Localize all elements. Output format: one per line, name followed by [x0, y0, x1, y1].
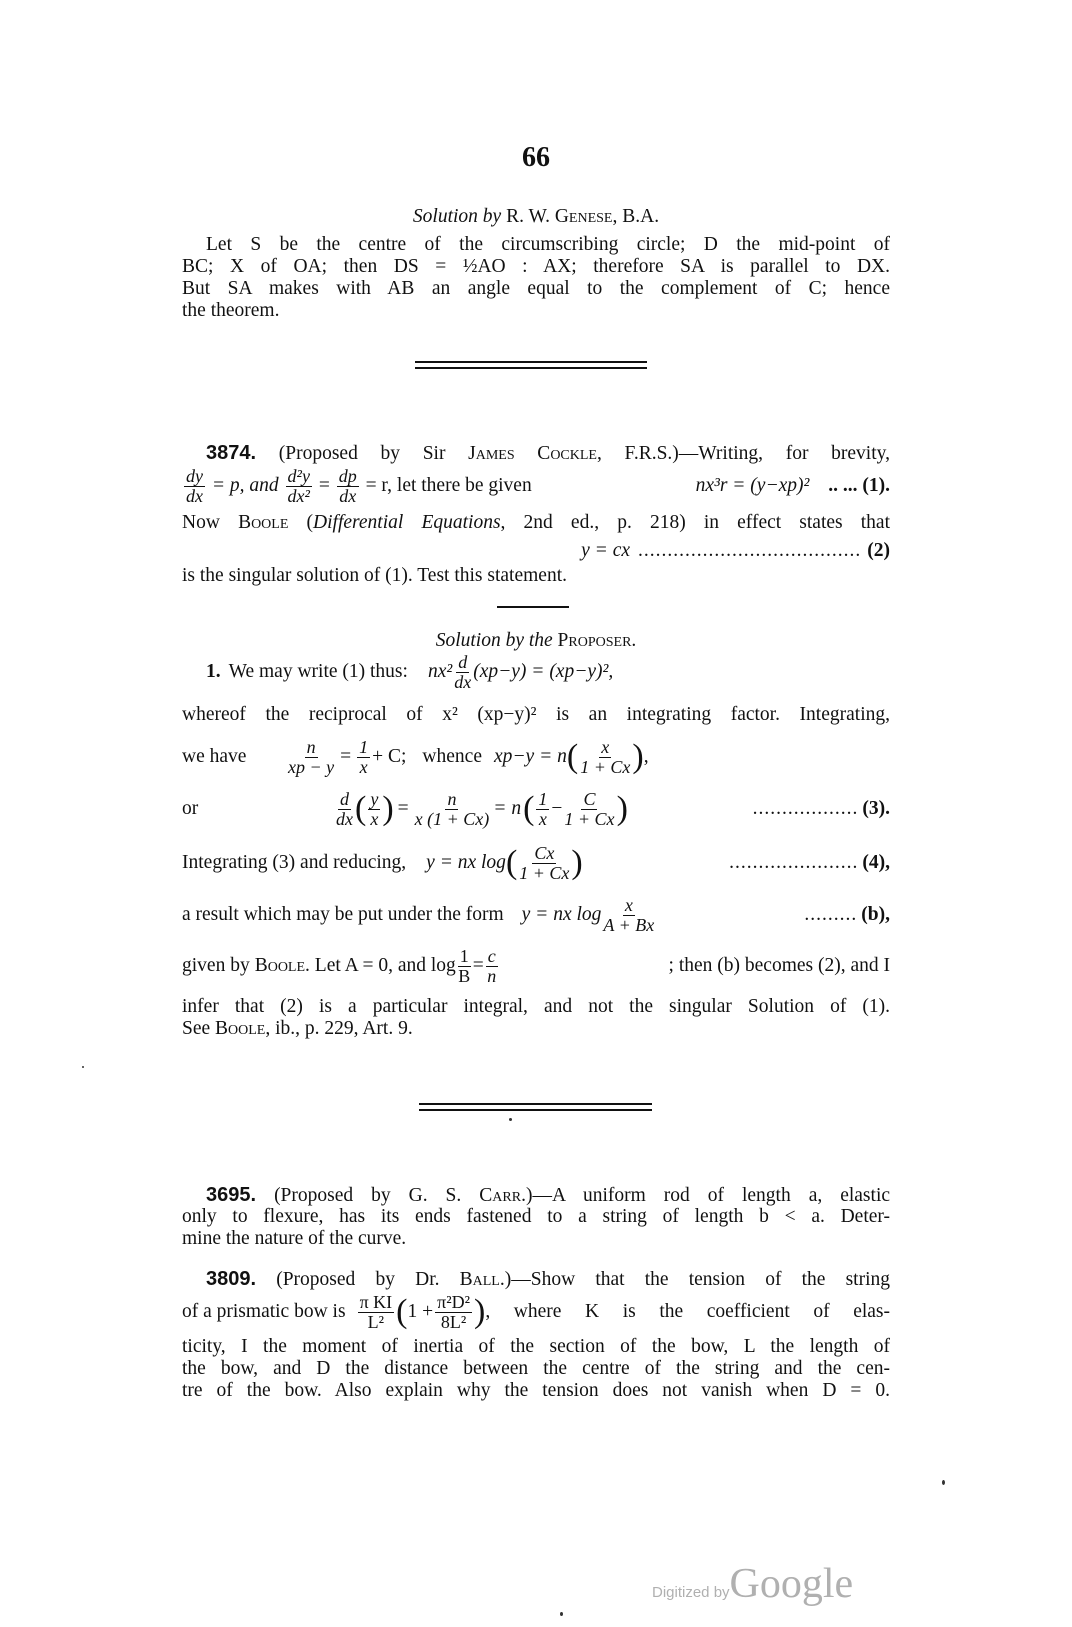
q3874-eq-line	[182, 466, 890, 506]
q3874-number: 3874.	[206, 442, 257, 464]
q3809-number: 3809.	[206, 1268, 257, 1290]
fraction-denominator: dx	[339, 485, 357, 506]
google-logo: Google	[729, 1561, 854, 1607]
genese-line-4: the theorem.	[182, 300, 280, 321]
short-rule	[497, 606, 569, 608]
frac-1-b	[458, 947, 471, 986]
eq2-dots: ......................................	[638, 540, 862, 561]
double-rule-top	[415, 361, 647, 363]
frac-dp-dx	[337, 467, 359, 506]
fraction-denominator: x	[370, 808, 379, 829]
step1-number: 1.	[206, 661, 221, 682]
frac-n-xpy	[288, 738, 334, 777]
step1-eq-pre: nx²	[427, 661, 453, 682]
paren-open: (	[523, 790, 535, 827]
frac-x-abx	[603, 896, 654, 935]
paren-open: (	[566, 738, 579, 775]
infer-line: infer that (2) is a particular integral, and not the singular Solution of (1).	[182, 996, 890, 1017]
given-pre: given by	[182, 955, 250, 976]
int-eq: y = nx log	[426, 852, 506, 873]
fraction-numerator: π KI	[359, 1291, 393, 1312]
genese-heading	[182, 206, 890, 228]
double-rule-bottom	[415, 367, 647, 369]
fraction-denominator: L²	[367, 1311, 385, 1332]
eq2-tag: (2)	[867, 540, 890, 561]
given-name: Boole	[254, 955, 306, 976]
given-line	[182, 944, 890, 988]
q3809-intro: (Proposed by Dr.	[276, 1269, 440, 1290]
eq3-text: = r, let there be given	[365, 474, 532, 496]
q3695-number: 3695.	[206, 1184, 257, 1206]
q3695-intro: (Proposed by G. S.	[274, 1185, 462, 1206]
eq-tag-1: .. ... (1).	[828, 475, 890, 496]
or-tag: (3).	[862, 798, 890, 819]
eq2-line	[182, 540, 890, 562]
q3809-line1-rest: .)—Show that the tension of the string	[499, 1269, 890, 1290]
fraction-denominator: 1 + Cx	[580, 756, 631, 777]
q3874-boole-line	[182, 512, 890, 534]
frac-d-dx	[454, 653, 471, 692]
frac-c-n	[486, 947, 498, 986]
wh-lhs: xp−y = n	[493, 746, 567, 767]
fraction-denominator: n	[487, 965, 497, 986]
paren-open: (	[505, 844, 518, 881]
ink-speck	[560, 1612, 563, 1616]
fraction-numerator: C	[583, 788, 596, 809]
see-pre: See	[182, 1018, 211, 1039]
int-dots: ......................	[729, 852, 859, 873]
given-mid: . Let A = 0, and log	[305, 955, 456, 976]
q3695-proposer: Carr	[479, 1185, 522, 1206]
given-equation: nx³r = (y−xp)²	[695, 475, 810, 496]
frac-d-dx-2	[336, 790, 353, 829]
eq2-text: =	[318, 474, 330, 496]
wh-eq: =	[340, 746, 352, 767]
or-eq2: = n	[493, 798, 522, 819]
paren-close: )	[382, 790, 394, 827]
q3874-intro-rest: , F.R.S.)—Writing, for brevity,	[596, 443, 890, 464]
genese-line-1: Let S be the centre of the circumscribing circle; D the mid-point of	[206, 234, 890, 255]
result-dots: .........	[804, 904, 858, 925]
fraction-numerator: Cx	[534, 842, 555, 863]
we-have-label: we have	[182, 746, 247, 767]
paren-open: (	[396, 1293, 408, 1330]
fraction-numerator: d	[340, 788, 349, 809]
q3809-line-5: tre of the bow. Also explain why the tension does not vanish when D = 0.	[182, 1380, 890, 1401]
wh-c: + C;	[372, 746, 407, 767]
eq2-text-yc: y = cx	[581, 540, 630, 561]
fraction-denominator: x	[538, 808, 547, 829]
paren-close: )	[474, 1293, 486, 1330]
fraction-numerator: c	[487, 945, 496, 966]
frac-pki-l2	[358, 1293, 395, 1332]
q3695-line-2: only to flexure, has its ends fastened to a string of length b < a. Deter-	[182, 1206, 890, 1227]
google-watermark	[652, 1560, 853, 1608]
eq1-text: = p, and	[211, 474, 279, 496]
q3809-inner-pre: 1 +	[407, 1301, 434, 1322]
given-rest: ; then (b) becomes (2), and I	[668, 955, 890, 976]
ink-speck	[942, 1480, 945, 1485]
genese-heading-name: R. W. Genese, B.A.	[506, 206, 660, 227]
q3809-line-3: ticity, I the moment of inertia of the section of the bow, L the length of	[182, 1336, 890, 1357]
result-eq: y = nx log	[521, 904, 602, 925]
genese-line-2: BC; X of OA; then DS = ½AO : AX; therefore SA is parallel to DX.	[182, 256, 890, 277]
result-line	[182, 892, 890, 938]
double-rule-2-top	[419, 1103, 652, 1105]
paren-close: )	[571, 844, 583, 881]
see-name: Boole	[215, 1018, 266, 1039]
integrating-line	[182, 840, 890, 886]
or-minus: −	[551, 798, 563, 819]
step1-text: We may write (1) thus:	[228, 661, 408, 682]
fraction-numerator: x	[601, 736, 610, 757]
fraction-numerator: 1	[359, 736, 369, 757]
fraction-numerator: n	[306, 736, 316, 757]
q3809-line2-pre: of a prismatic bow is	[182, 1301, 346, 1322]
fraction-numerator: x	[624, 894, 633, 915]
q3874-proposer: James Cockle	[468, 443, 597, 464]
boole-book: Differential Equations	[313, 512, 501, 533]
fraction-denominator: dx	[336, 808, 353, 829]
fraction-denominator: dx	[454, 671, 472, 692]
genese-heading-prefix: Solution by	[412, 206, 502, 227]
frac-y-x	[368, 790, 380, 829]
frac-dy-dx	[184, 467, 205, 506]
boole-name: Boole	[238, 512, 289, 533]
fraction-denominator: B	[458, 965, 471, 986]
paren-close: )	[632, 738, 644, 775]
fraction-denominator: 1 + Cx	[519, 862, 570, 883]
or-dots: ..................	[752, 798, 859, 819]
fraction-denominator: 1 + Cx	[564, 808, 615, 829]
or-label: or	[182, 798, 199, 819]
fraction-denominator: 8L²	[440, 1311, 467, 1332]
fraction-denominator: x (1 + Cx)	[414, 808, 490, 829]
ink-speck	[82, 1066, 84, 1068]
proposer-heading-name: Proposer.	[557, 630, 637, 651]
fraction-numerator: 1	[538, 788, 548, 809]
proposer-heading	[182, 630, 890, 652]
watermark-prefix: Digitized by	[652, 1584, 730, 1601]
fraction-denominator: x	[359, 756, 368, 777]
fraction-denominator: dx²	[287, 485, 310, 506]
frac-p2d2-8l2	[435, 1293, 472, 1332]
paren-close: )	[616, 790, 628, 827]
fraction-numerator: dy	[186, 465, 203, 486]
given-eq: =	[472, 955, 484, 976]
fraction-numerator: d	[458, 651, 468, 672]
q3809-proposer: Ball	[459, 1269, 500, 1290]
we-have-line	[182, 734, 890, 780]
fraction-numerator: n	[447, 788, 457, 809]
result-tag: (b),	[861, 904, 890, 925]
q3809-line-4: the bow, and D the distance between the centre of the string and the cen-	[182, 1358, 890, 1379]
frac-n-x1cx	[415, 790, 490, 829]
double-rule-2-bottom	[419, 1109, 652, 1111]
q3809-line-1	[182, 1268, 890, 1291]
wh-end: ,	[643, 746, 649, 767]
frac-c-1cx	[564, 790, 614, 829]
frac-1-x-2	[536, 790, 549, 829]
q3874-line-1	[182, 442, 890, 465]
fraction-numerator: 1	[459, 945, 469, 966]
int-tag: (4),	[862, 852, 890, 873]
fraction-denominator: xp − y	[288, 756, 335, 777]
q3695-line-1	[182, 1184, 890, 1207]
int-text: Integrating (3) and reducing,	[182, 852, 407, 873]
whereof-line: whereof the reciprocal of x² (xp−y)² is an integrating factor. Integrating,	[182, 704, 890, 725]
boole-rest: , 2nd ed., p. 218) in effect states that	[500, 512, 890, 533]
step1-line	[182, 652, 890, 692]
paren-open: (	[355, 790, 367, 827]
q3695-line-3: mine the nature of the curve.	[182, 1228, 407, 1249]
q3874-intro: (Proposed by Sir	[278, 443, 446, 464]
q3809-line-2	[182, 1290, 890, 1334]
fraction-denominator: A + Bx	[603, 914, 655, 935]
fraction-numerator: d²y	[287, 465, 310, 486]
boole-open: (	[306, 512, 314, 533]
frac-d2y-dx2	[286, 467, 312, 506]
q3695-line1-rest: .)—A uniform rod of length a, elastic	[521, 1185, 891, 1206]
fraction-numerator: π²D²	[437, 1291, 470, 1312]
fraction-numerator: y	[370, 788, 379, 809]
fraction-denominator: dx	[186, 485, 203, 506]
frac-cx-1cx	[519, 844, 569, 883]
proposer-heading-prefix: Solution by the	[435, 630, 553, 651]
genese-line-3: But SA makes with AB an angle equal to the complement of C; hence	[182, 278, 890, 299]
or-line	[182, 786, 890, 832]
frac-x-1cx	[580, 738, 630, 777]
result-text: a result which may be put under the form	[182, 904, 504, 925]
see-line	[182, 1018, 890, 1040]
wh-whence: whence	[422, 746, 482, 767]
frac-1-x	[357, 738, 370, 777]
or-eq: =	[397, 798, 409, 819]
see-rest: , ib., p. 229, Art. 9.	[265, 1018, 413, 1039]
step1-eq-post: (xp−y) = (xp−y)²,	[473, 661, 614, 682]
page-number: 66	[522, 142, 550, 173]
ink-speck	[509, 1118, 512, 1121]
q3809-line2-post: , where K is the coefficient of elas-	[485, 1301, 890, 1322]
boole-pre: Now	[182, 512, 220, 533]
q3874-closing: is the singular solution of (1). Test this statement.	[182, 565, 567, 586]
fraction-numerator: dp	[338, 465, 357, 486]
